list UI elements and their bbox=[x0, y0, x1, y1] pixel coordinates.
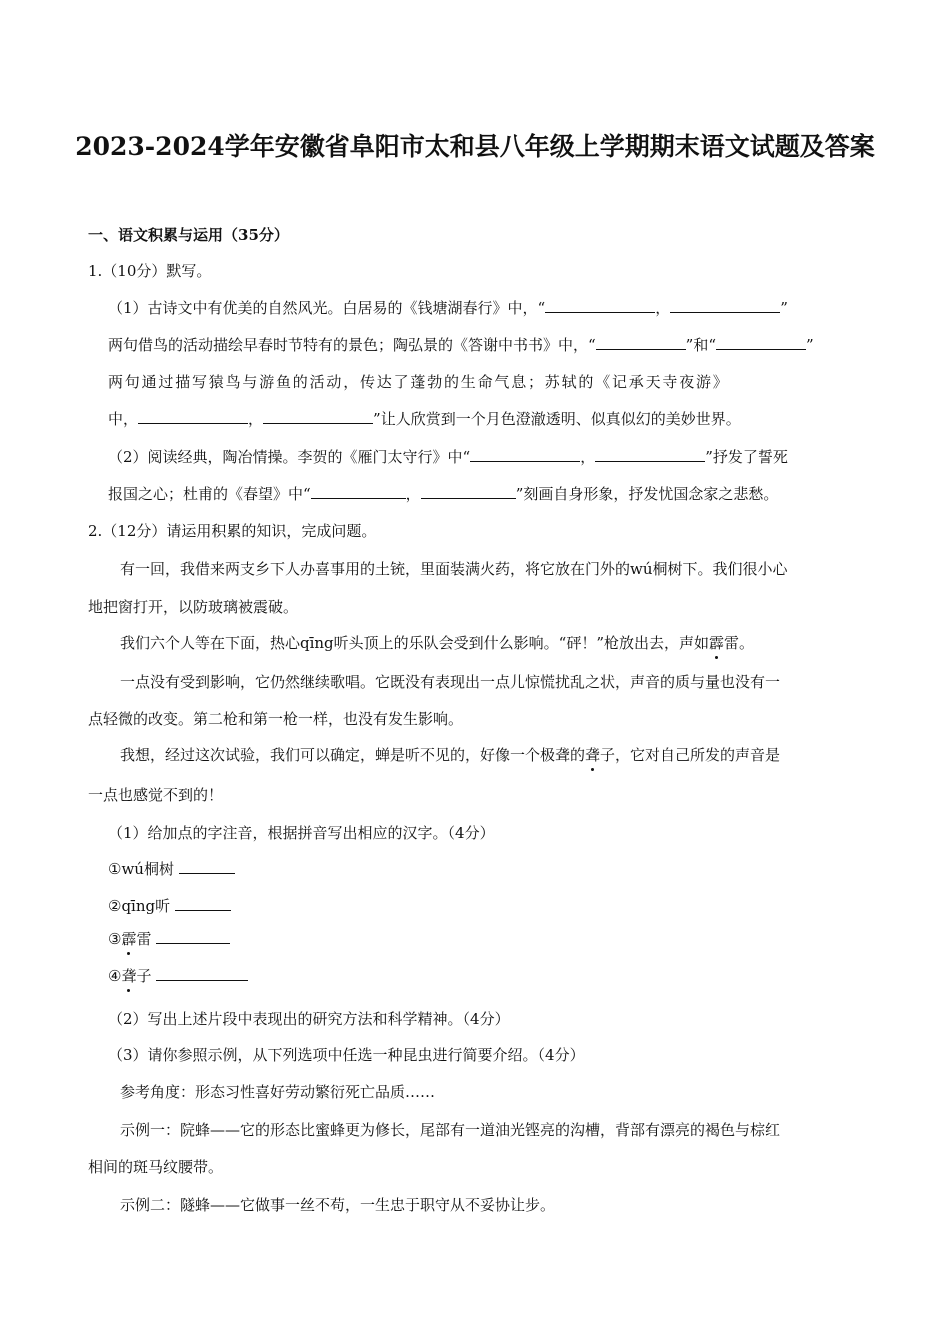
answer-blank[interactable] bbox=[595, 447, 705, 462]
passage-para3-line1: 一点没有受到影响，它仍然继续歌唱。它既没有表现出一点儿惊慌扰乱之状，声音的质与量也没有一 bbox=[120, 673, 781, 691]
answer-blank[interactable] bbox=[596, 335, 686, 350]
passage-para3-line2: 点轻微的改变。第二枪和第一枪一样，也没有发生影响。 bbox=[88, 710, 464, 728]
item-2: ②qīng听 bbox=[108, 895, 231, 917]
q1-p2-line2: 报国之心；杜甫的《春望》中“ ， ”刻画自身形象，抒发忧国念家之悲愁。 bbox=[108, 485, 779, 503]
page-title: 2023-2024学年安徽省阜阳市太和县八年级上学期期末语文试题及答案 bbox=[75, 132, 875, 161]
passage-para1-line1: 有一回，我借来两支乡下人办喜事用的土铳，里面装满火药，将它放在门外的wú桐树下。我们很小心 bbox=[120, 560, 788, 578]
sub-question-3: （3）请你参照示例，从下列选项中任选一种昆虫进行简要介绍。（4分） bbox=[108, 1046, 585, 1064]
question-1-heading: 1.（10分）默写。 bbox=[88, 262, 212, 280]
q1-p2-line1: （2）阅读经典，陶冶情操。李贺的《雁门太守行》中“ ， ”抒发了誓死 bbox=[108, 448, 788, 466]
section-heading: 一、语文积累与运用（35分） bbox=[88, 226, 289, 244]
item-1: ①wú桐树 bbox=[108, 858, 235, 880]
answer-blank[interactable] bbox=[545, 298, 655, 313]
answer-blank[interactable] bbox=[421, 484, 516, 499]
passage-para1-line2: 地把窗打开，以防玻璃被震破。 bbox=[88, 598, 299, 616]
dotted-char: 霹 bbox=[709, 634, 725, 652]
example-2: 示例二：隧蜂——它做事一丝不苟，一生忠于职守从不妥协让步。 bbox=[120, 1196, 556, 1214]
answer-blank[interactable] bbox=[156, 966, 248, 981]
sub-question-1: （1）给加点的字注音，根据拼音写出相应的汉字。（4分） bbox=[108, 824, 495, 842]
answer-blank[interactable] bbox=[263, 409, 373, 424]
answer-blank[interactable] bbox=[311, 484, 406, 499]
q1-p1-line2: 两句借鸟的活动描绘早春时节特有的景色；陶弘景的《答谢中书书》中，“ ”和“ ” bbox=[108, 336, 814, 354]
answer-blank[interactable] bbox=[179, 859, 235, 874]
example-1-line2: 相间的斑马纹腰带。 bbox=[88, 1158, 224, 1176]
answer-blank[interactable] bbox=[138, 409, 248, 424]
question-2-heading: 2.（12分）请运用积累的知识，完成问题。 bbox=[88, 522, 377, 540]
example-1-line1: 示例一：院蜂——它的形态比蜜蜂更为修长，尾部有一道油光铿亮的沟槽，背部有漂亮的褐色与棕红 bbox=[120, 1121, 781, 1139]
answer-blank[interactable] bbox=[175, 896, 231, 911]
q1-p1-line4: 中， ， ”让人欣赏到一个月色澄澈透明、似真似幻的美妙世界。 bbox=[108, 410, 741, 428]
answer-blank[interactable] bbox=[156, 929, 230, 944]
dotted-char: 聋 bbox=[121, 967, 137, 985]
q1-p1-line1: （1）古诗文中有优美的自然风光。白居易的《钱塘湖春行》中，“ ， ” bbox=[108, 299, 788, 317]
answer-blank[interactable] bbox=[670, 298, 780, 313]
passage-para4-line1: 我想，经过这次试验，我们可以确定，蝉是听不见的，好像一个极聋的聋子，它对自己所发的声音是 bbox=[120, 746, 781, 764]
item-3: ③霹雷 bbox=[108, 928, 230, 950]
answer-blank[interactable] bbox=[470, 447, 580, 462]
answer-blank[interactable] bbox=[716, 335, 806, 350]
passage-para4-line2: 一点也感觉不到的！ bbox=[88, 786, 224, 804]
dotted-char: 聋 bbox=[585, 746, 601, 764]
q1-p1-line3: 两句通过描写猿鸟与游鱼的活动，传达了蓬勃的生命气息；苏轼的《记承天寺夜游》 bbox=[108, 373, 730, 391]
sub-question-2: （2）写出上述片段中表现出的研究方法和科学精神。（4分） bbox=[108, 1010, 510, 1028]
dotted-char: 霹 bbox=[121, 930, 137, 948]
reference-angle: 参考角度：形态习性喜好劳动繁衍死亡品质…… bbox=[120, 1083, 436, 1101]
item-4: ④聋子 bbox=[108, 965, 248, 987]
passage-para2: 我们六个人等在下面，热心qīng听头顶上的乐队会受到什么影响。“砰！”枪放出去，声如霹雷。 bbox=[120, 634, 755, 652]
